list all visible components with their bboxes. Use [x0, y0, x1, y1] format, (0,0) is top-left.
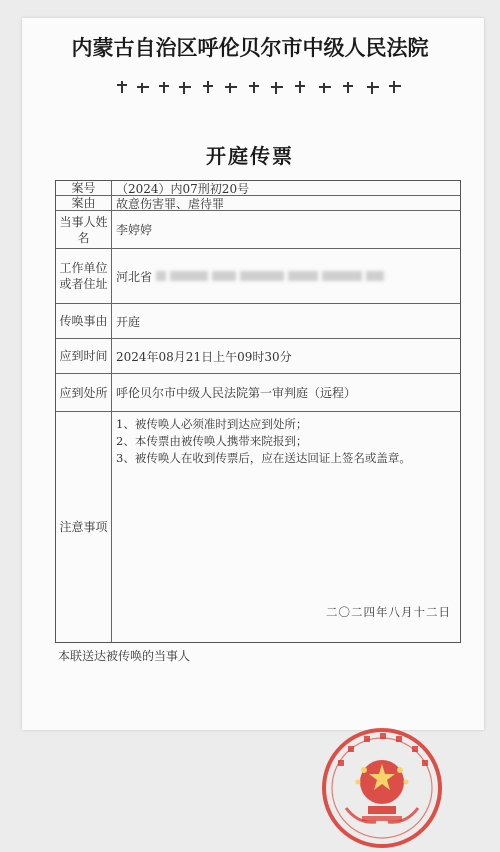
label-appearance-place: 应到处所	[56, 374, 112, 411]
row-appearance-time	[56, 339, 460, 374]
court-name: 内蒙古自治区呼伦贝尔市中级人民法院	[71, 35, 429, 60]
redacted-text	[240, 271, 284, 281]
label-case-cause: 案由	[56, 196, 112, 210]
value-appearance-place: 呼伦贝尔市中级人民法院第一审判庭（远程）	[116, 386, 357, 400]
label-appearance-time: 应到时间	[56, 339, 112, 373]
value-case-number: （2024）内07刑初20号	[116, 181, 250, 196]
footer-note: 本联送达被传唤的当事人	[58, 649, 191, 663]
note-item: 2、本传票由被传唤人携带来院报到；	[116, 434, 308, 448]
redacted-text	[212, 271, 236, 281]
redacted-text	[322, 271, 362, 281]
issue-date: 二〇二四年八月十二日	[326, 605, 451, 619]
note-item: 3、被传唤人在收到传票后，应在送达回证上签名或盖章。	[116, 451, 411, 465]
note-item: 1、被传唤人必须准时到达应到处所；	[116, 417, 308, 431]
document-title: 开庭传票	[206, 144, 294, 168]
summons-table	[55, 180, 461, 643]
value-summons-reason: 开庭	[116, 314, 141, 329]
label-party-name: 当事人姓名	[56, 211, 112, 248]
row-notes	[56, 412, 460, 642]
row-address	[56, 249, 460, 304]
value-appearance-time: 2024年08月21日上午09时30分	[116, 349, 292, 364]
row-case-cause	[56, 196, 460, 211]
redacted-text	[366, 271, 384, 281]
row-summons-reason	[56, 304, 460, 339]
label-address: 工作单位或者住址	[56, 249, 112, 303]
notes-list	[116, 416, 454, 467]
label-notes: 注意事项	[56, 412, 112, 642]
redacted-text	[156, 271, 166, 281]
row-party-name	[56, 211, 460, 249]
value-party-name: 李婷婷	[116, 223, 153, 237]
mongolian-script-line	[115, 80, 405, 96]
redacted-text	[288, 271, 318, 281]
court-seal-icon	[318, 724, 446, 852]
redacted-text	[170, 271, 208, 281]
address-visible-text: 河北省	[116, 269, 153, 284]
label-case-number: 案号	[56, 181, 112, 195]
value-address	[116, 249, 456, 303]
value-case-cause: 故意伤害罪、虐待罪	[116, 196, 225, 211]
row-appearance-place	[56, 374, 460, 412]
label-summons-reason: 传唤事由	[56, 304, 112, 338]
